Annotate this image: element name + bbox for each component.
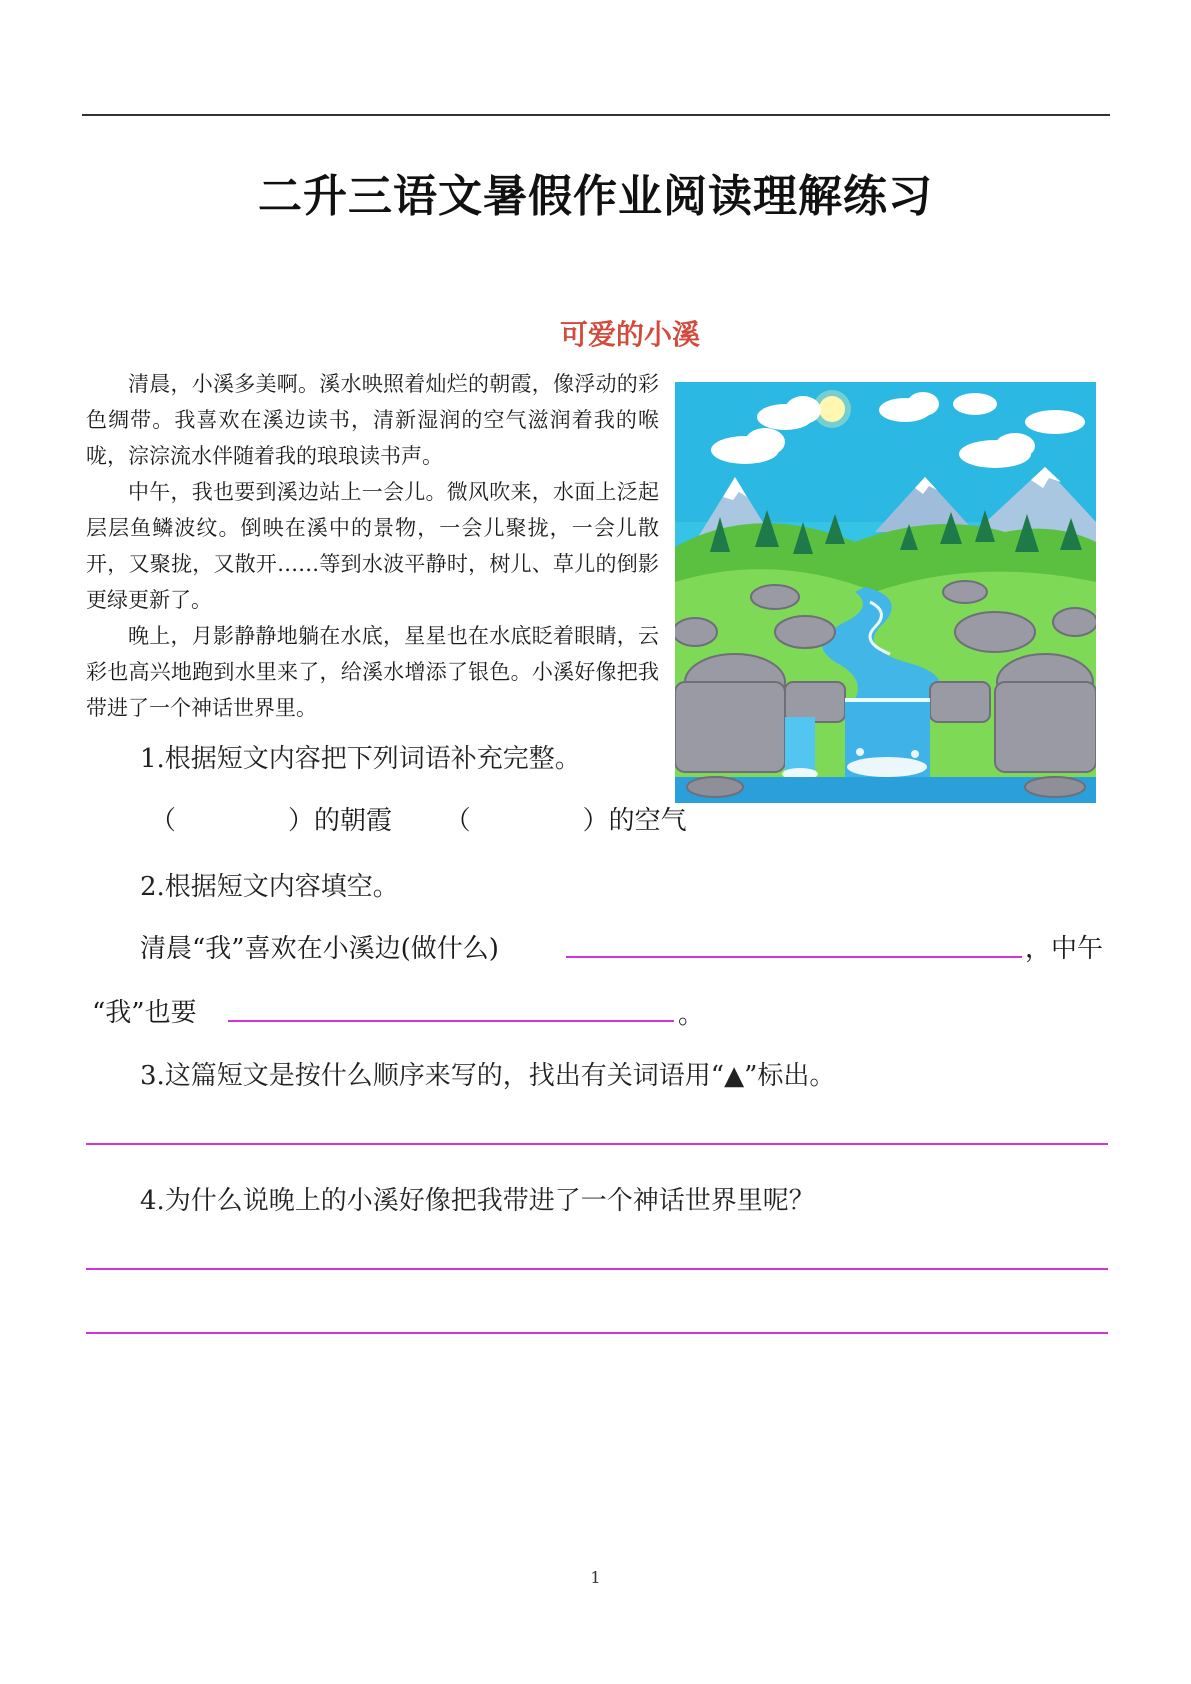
- question-4: 4.为什么说晚上的小溪好像把我带进了一个神话世界里呢？: [140, 1186, 815, 1216]
- question-2-prompt-noon-cont: “我”也要: [92, 998, 197, 1028]
- passage-paragraph-evening: 晚上，月影静静地躺在水底，星星也在水底眨着眼睛，云彩也高兴地跑到水里来了，给溪水增添了银色。小溪好像把我带进了一个神话世界里。: [86, 624, 659, 720]
- passage-paragraph-morning: 清晨，小溪多美啊。溪水映照着灿烂的朝霞，像浮动的彩色绸带。我喜欢在溪边读书，清新湿润的空气滋润着我的喉咙，淙淙流水伴随着我的琅琅读书声。: [86, 372, 659, 468]
- question-2: 2.根据短文内容填空。: [140, 872, 399, 902]
- paren-open-a: （: [150, 806, 177, 836]
- answer-line-q3[interactable]: [86, 1143, 1108, 1145]
- paren-close-b: ）的空气: [582, 806, 687, 836]
- answer-line-q4-2[interactable]: [86, 1332, 1108, 1334]
- passage-paragraph-noon: 中午，我也要到溪边站上一会儿。微风吹来，水面上泛起层层鱼鳞波纹。倒映在溪中的景物，一会儿聚拢，一会儿散开，又聚拢，又散开……等到水波平静时，树儿、草儿的倒影更绿更新了。: [86, 480, 659, 612]
- paren-close-a: ）的朝霞: [288, 806, 393, 836]
- question-1-fill-row: [150, 800, 687, 837]
- question-3: 3.这篇短文是按什么顺序来写的，找出有关词语用“▲”标出。: [140, 1061, 836, 1091]
- page-number: 1: [590, 1568, 601, 1587]
- paren-open-b: （: [444, 806, 471, 836]
- question-2-end: 。: [678, 1000, 705, 1030]
- header-rule: [82, 114, 1110, 116]
- stream-landscape-illustration: [675, 382, 1096, 803]
- page-title: 二升三语文暑假作业阅读理解练习: [258, 171, 933, 222]
- answer-blank-morning[interactable]: [566, 956, 1022, 958]
- reading-passage: [86, 366, 659, 726]
- question-2-prompt-noon: ，中午: [1025, 934, 1104, 964]
- question-2-prompt-morning: 清晨“我”喜欢在小溪边(做什么): [140, 934, 499, 964]
- answer-line-q4-1[interactable]: [86, 1268, 1108, 1270]
- answer-blank-noon[interactable]: [228, 1020, 674, 1022]
- story-title: 可爱的小溪: [559, 318, 700, 351]
- question-1: 1.根据短文内容把下列词语补充完整。: [140, 744, 581, 774]
